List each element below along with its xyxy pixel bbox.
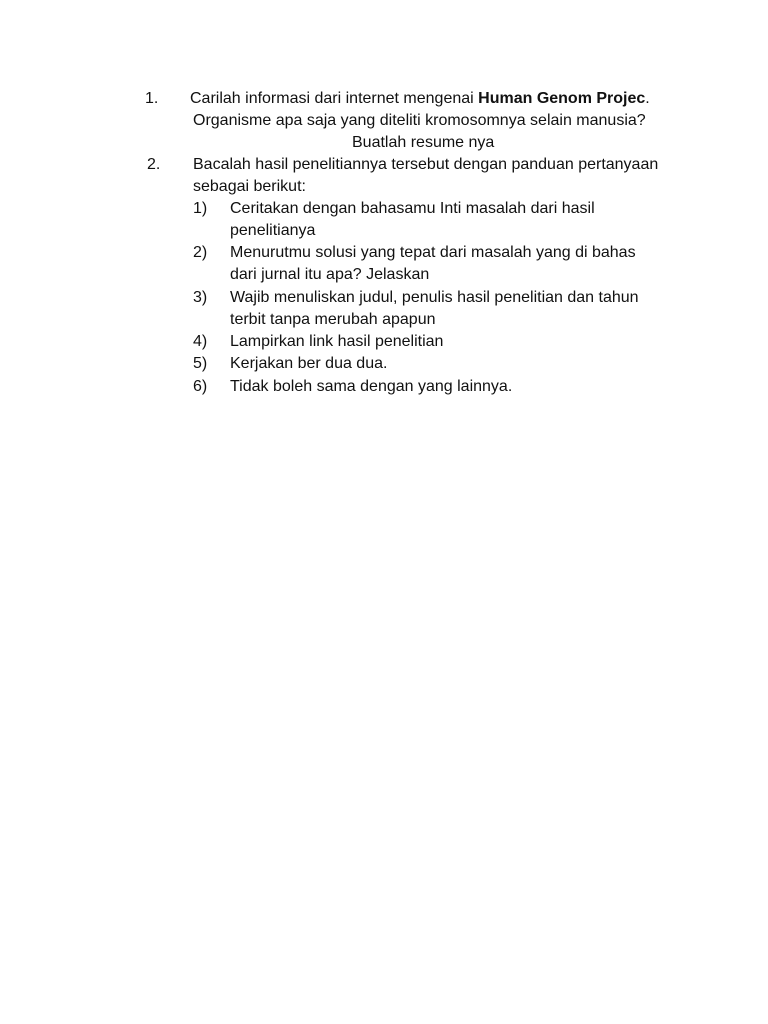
subitem-6-number: 6) — [193, 378, 208, 395]
subitem-3-line-1: Wajib menuliskan judul, penulis hasil penelitian dan tahun — [230, 289, 639, 306]
subitem-5-number: 5) — [193, 355, 208, 372]
subitem-2-line-2: dari jurnal itu apa? Jelaskan — [230, 266, 430, 283]
item-2-line-1: Bacalah hasil penelitiannya tersebut dengan panduan pertanyaan — [193, 156, 659, 173]
item-1-text-after: . — [645, 90, 650, 107]
item-1-line-1 — [190, 89, 650, 109]
item-1-number: 1. — [145, 90, 159, 107]
subitem-2-line-1: Menurutmu solusi yang tepat dari masalah yang di bahas — [230, 244, 636, 261]
item-1-line-3: Buatlah resume nya — [352, 134, 495, 151]
subitem-1-number: 1) — [193, 200, 208, 217]
subitem-4-number: 4) — [193, 333, 208, 350]
item-2-number: 2. — [147, 156, 161, 173]
subitem-5-line-1: Kerjakan ber dua dua. — [230, 355, 388, 372]
item-2-line-2: sebagai berikut: — [193, 178, 306, 195]
item-1-text-before: Carilah informasi dari internet mengenai — [190, 90, 479, 107]
subitem-4-line-1: Lampirkan link hasil penelitian — [230, 333, 444, 350]
item-1-bold-term: Human Genom Projec — [478, 90, 646, 107]
subitem-6-line-1: Tidak boleh sama dengan yang lainnya. — [230, 378, 513, 395]
subitem-1-line-2: penelitianya — [230, 222, 316, 239]
subitem-1-line-1: Ceritakan dengan bahasamu Inti masalah dari hasil — [230, 200, 595, 217]
subitem-3-number: 3) — [193, 289, 208, 306]
subitem-3-line-2: terbit tanpa merubah apapun — [230, 311, 436, 328]
subitem-2-number: 2) — [193, 244, 208, 261]
item-1-line-2: Organisme apa saja yang diteliti kromosomnya selain manusia? — [193, 112, 646, 129]
